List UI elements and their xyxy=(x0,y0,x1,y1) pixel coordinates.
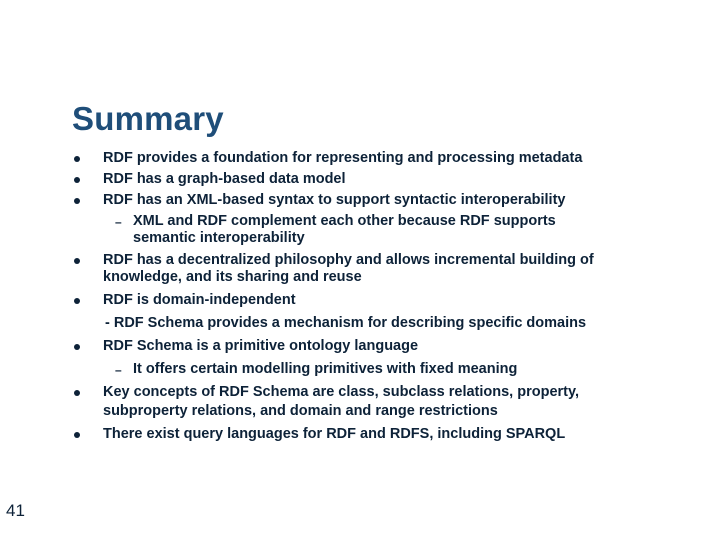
bullet-text: RDF has an XML-based syntax to support syntactic interoperability xyxy=(103,192,566,208)
bullet-dot-icon xyxy=(74,298,80,304)
bullet-dot-icon xyxy=(74,258,80,264)
bullet-dot-icon xyxy=(74,177,80,183)
bullet-dot-icon xyxy=(74,432,80,438)
bullet-text: RDF has a graph-based data model xyxy=(103,171,346,187)
bullet-text: RDF Schema is a primitive ontology language xyxy=(103,338,419,354)
bullet-text: RDF provides a foundation for representing and processing metadata xyxy=(103,150,583,166)
sub-bullet-dash-icon: – xyxy=(115,363,122,377)
sub-bullet-dash-icon: – xyxy=(115,215,122,229)
bullet-text: knowledge, and its sharing and reuse xyxy=(103,269,362,285)
page-number: 41 xyxy=(6,501,25,520)
sub-bullet-text: - RDF Schema provides a mechanism for describing specific domains xyxy=(105,315,587,331)
bullet-text: There exist query languages for RDF and RDFS, including SPARQL xyxy=(103,426,566,442)
bullet-dot-icon xyxy=(74,156,80,162)
slide-title: Summary xyxy=(72,100,224,137)
bullet-text: RDF is domain-independent xyxy=(103,292,296,308)
bullet-text: subproperty relations, and domain and range restrictions xyxy=(103,403,498,419)
bullet-text: Key concepts of RDF Schema are class, subclass relations, property, xyxy=(103,384,579,400)
bullet-dot-icon xyxy=(74,390,80,396)
sub-bullet-text: XML and RDF complement each other because RDF supports xyxy=(133,213,556,229)
sub-bullet-text: It offers certain modelling primitives with fixed meaning xyxy=(133,361,518,377)
sub-bullet-text: semantic interoperability xyxy=(133,230,305,246)
bullet-dot-icon xyxy=(74,198,80,204)
bullet-text: RDF has a decentralized philosophy and allows incremental building of xyxy=(103,252,594,268)
bullet-dot-icon xyxy=(74,344,80,350)
